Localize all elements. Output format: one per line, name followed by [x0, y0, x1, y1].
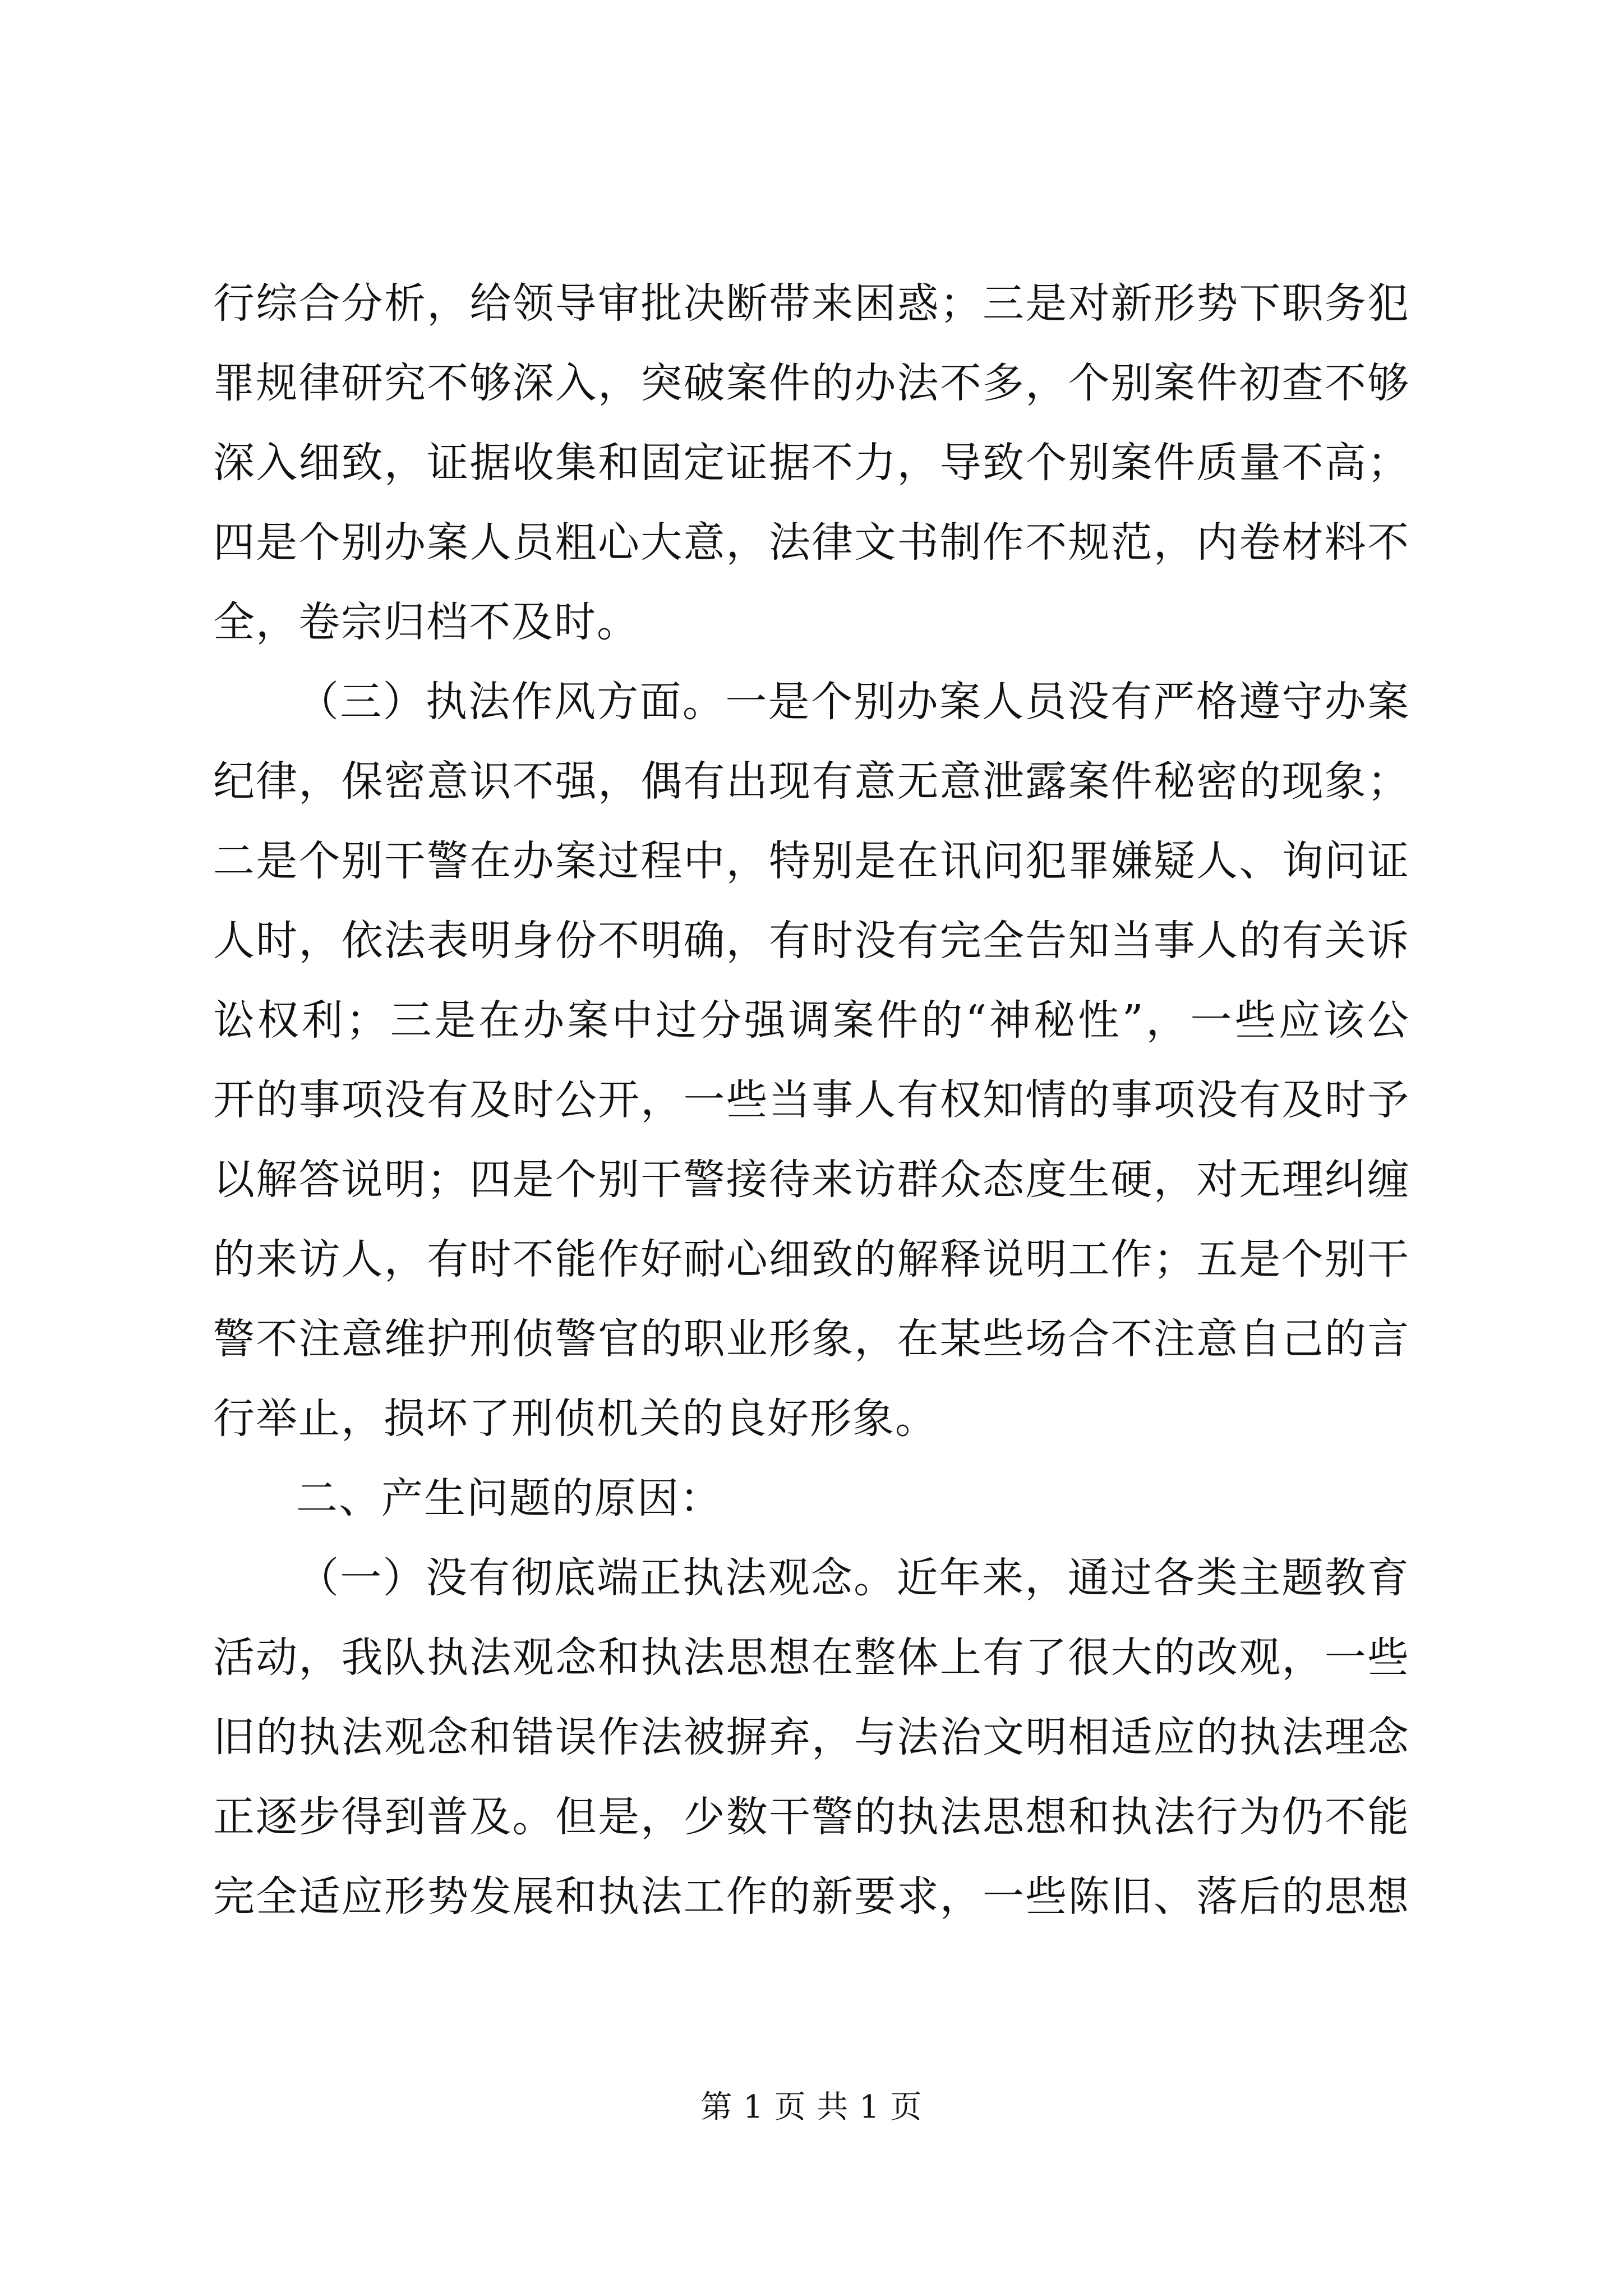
text-line: 以解答说明；四是个别干警接待来访群众态度生硬，对无理纠缠	[213, 1156, 1410, 1204]
text-line: 的来访人，有时不能作好耐心细致的解释说明工作；五是个别干	[213, 1235, 1410, 1283]
text-line: 正逐步得到普及。但是，少数干警的执法思想和执法行为仍不能	[213, 1793, 1410, 1841]
text-line: 开的事项没有及时公开，一些当事人有权知情的事项没有及时予	[213, 1076, 1410, 1124]
text-line: 人时，依法表明身份不明确，有时没有完全告知当事人的有关诉	[213, 917, 1410, 965]
section-heading: 二、产生问题的原因：	[296, 1474, 722, 1522]
text-line: 讼权利；三是在办案中过分强调案件的“神秘性”，一些应该公	[213, 996, 1410, 1045]
section-heading-line: （一）没有彻底端正执法观念。近年来，通过各类主题教育	[297, 1554, 1410, 1602]
body-text	[213, 264, 1410, 1936]
text-line: 行举止，损坏了刑侦机关的良好形象。	[213, 1395, 938, 1443]
page-footer: 第 1 页 共 1 页	[700, 2089, 923, 2125]
text-line: 全，卷宗归档不及时。	[213, 598, 639, 646]
text-line: 活动，我队执法观念和执法思想在整体上有了很大的改观，一些	[213, 1634, 1410, 1682]
text-line: 行综合分析，给领导审批决断带来困惑；三是对新形势下职务犯	[213, 279, 1410, 328]
section-heading-line: （三）执法作风方面。一是个别办案人员没有严格遵守办案	[297, 678, 1410, 726]
text-line: 二是个别干警在办案过程中，特别是在讯问犯罪嫌疑人、询问证	[213, 837, 1410, 885]
text-line: 罪规律研究不够深入，突破案件的办法不多，个别案件初查不够	[213, 359, 1410, 407]
text-line: 四是个别办案人员粗心大意，法律文书制作不规范，内卷材料不	[213, 518, 1410, 567]
text-line: 旧的执法观念和错误作法被摒弃，与法治文明相适应的执法理念	[213, 1713, 1410, 1761]
text-line: 纪律，保密意识不强，偶有出现有意无意泄露案件秘密的现象；	[213, 757, 1410, 806]
text-line: 警不注意维护刑侦警官的职业形象，在某些场合不注意自己的言	[213, 1315, 1410, 1363]
text-line: 完全适应形势发展和执法工作的新要求，一些陈旧、落后的思想	[213, 1872, 1410, 1921]
text-line: 深入细致，证据收集和固定证据不力，导致个别案件质量不高；	[213, 439, 1410, 487]
